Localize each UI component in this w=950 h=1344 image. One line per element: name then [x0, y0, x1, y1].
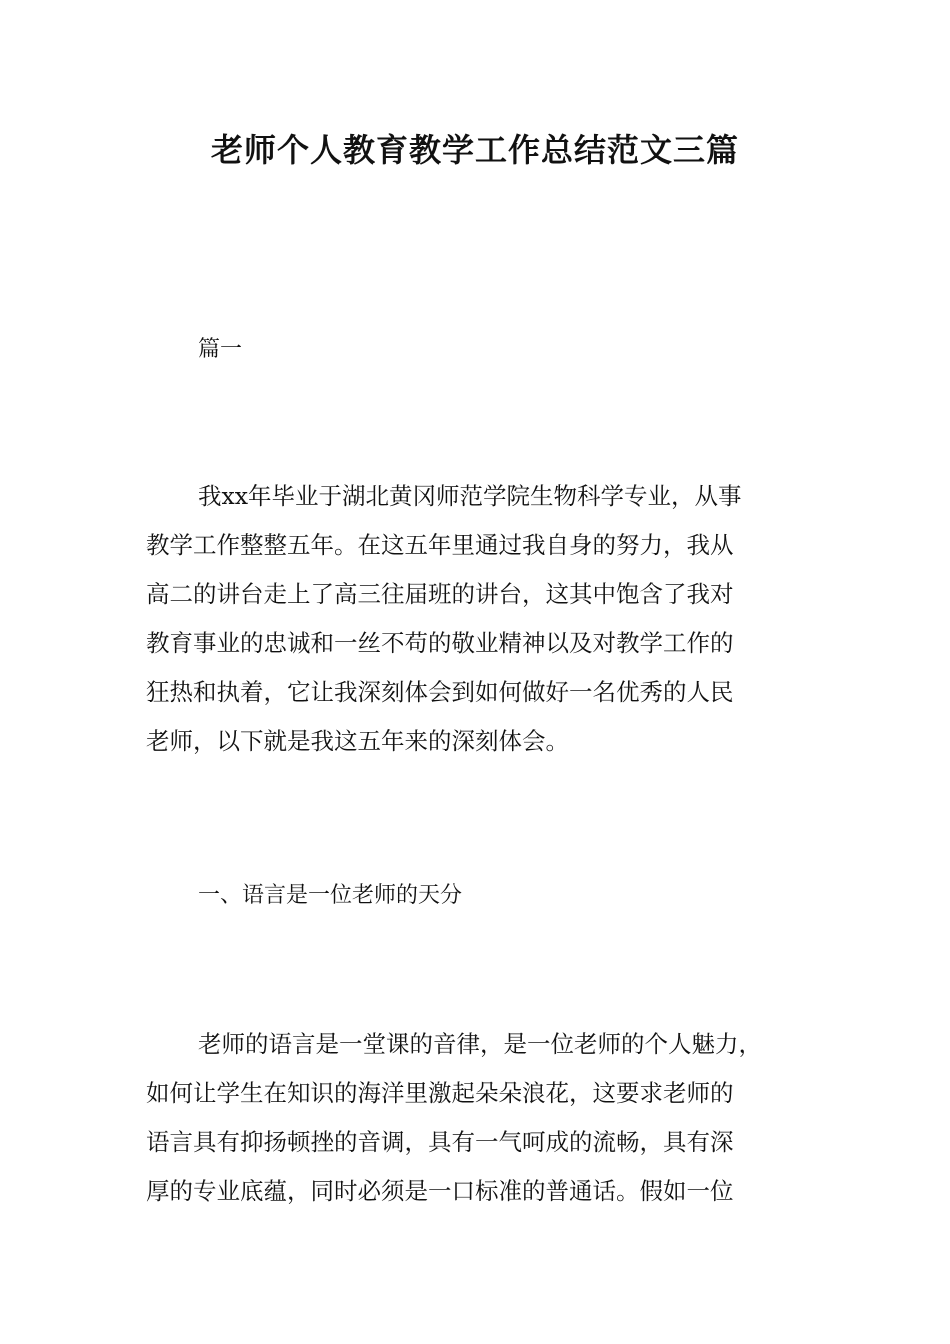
paragraph-line: 高二的讲台走上了高三往届班的讲台，这其中饱含了我对: [146, 580, 734, 608]
paragraph-line: 我xx年毕业于湖北黄冈师范学院生物科学专业，从事: [198, 482, 742, 510]
section-label: 篇一: [198, 337, 243, 362]
paragraph-line: 老师的语言是一堂课的音律，是一位老师的个人魅力，: [198, 1030, 762, 1058]
paragraph-2: [146, 1020, 814, 1216]
paragraph-1: [146, 472, 814, 766]
paragraph-line: 厚的专业底蕴，同时必须是一口标准的普通话。假如一位: [146, 1177, 734, 1205]
paragraph-line: 如何让学生在知识的海洋里激起朵朵浪花，这要求老师的: [146, 1079, 734, 1107]
subheading-1: 一、语言是一位老师的天分: [198, 883, 463, 908]
paragraph-line: 语言具有抑扬顿挫的音调，具有一气呵成的流畅，具有深: [146, 1128, 734, 1156]
document-title: 老师个人教育教学工作总结范文三篇: [210, 131, 739, 169]
paragraph-line: 教学工作整整五年。在这五年里通过我自身的努力，我从: [146, 531, 734, 559]
paragraph-line: 老师，以下就是我这五年来的深刻体会。: [146, 727, 569, 755]
paragraph-line: 教育事业的忠诚和一丝不苟的敬业精神以及对教学工作的: [146, 629, 734, 657]
paragraph-line: 狂热和执着，它让我深刻体会到如何做好一名优秀的人民: [146, 678, 734, 706]
